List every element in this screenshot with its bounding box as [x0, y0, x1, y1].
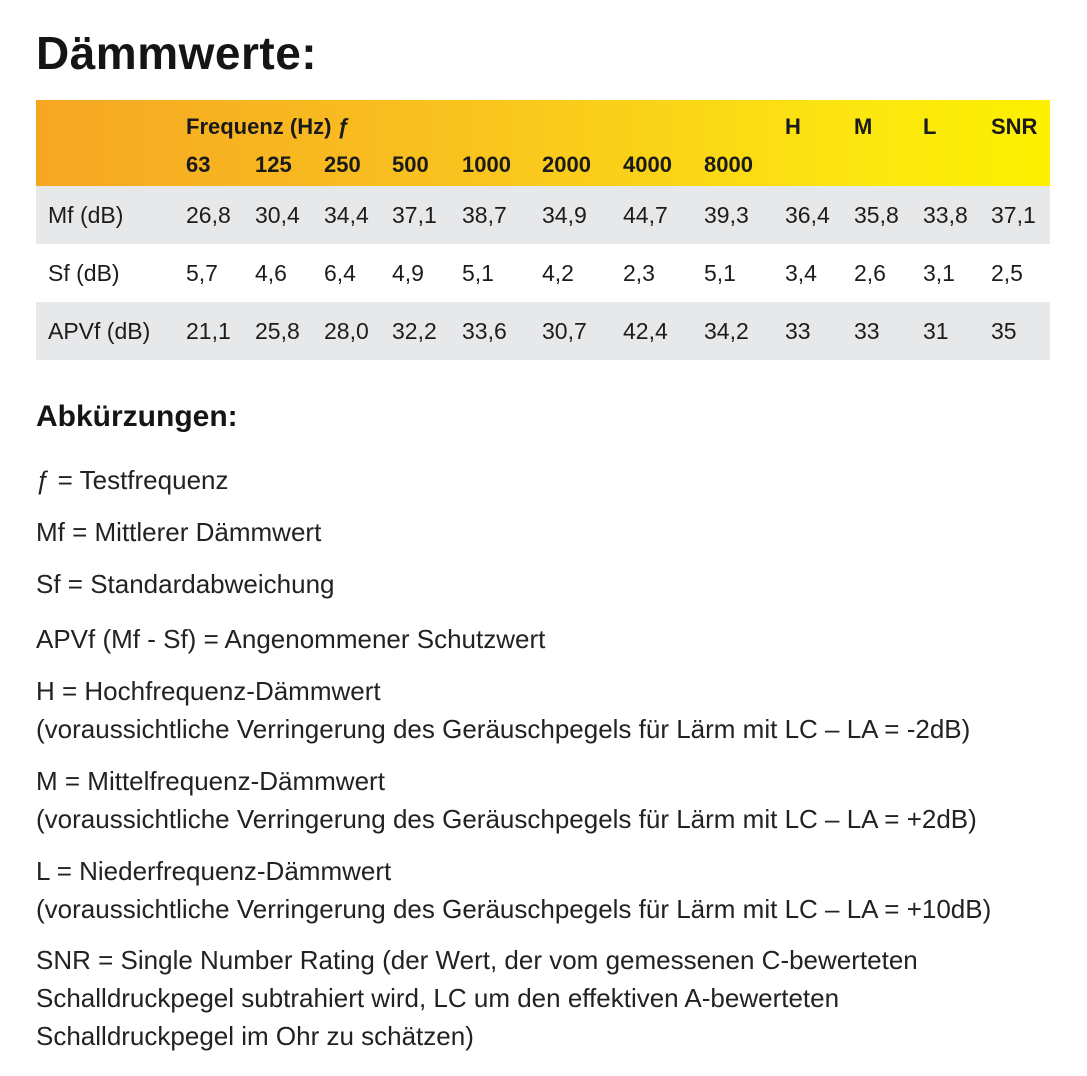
table-cell: 5,1 — [704, 260, 736, 286]
table-cell: 3,1 — [923, 260, 955, 286]
table-cell: 2,3 — [623, 260, 655, 286]
table-cell: 35 — [991, 318, 1017, 344]
table-cell: 36,4 — [785, 202, 830, 228]
page-title: Dämmwerte: — [36, 27, 318, 79]
table-cell: 44,7 — [623, 202, 668, 228]
table-row-mf — [36, 186, 1050, 244]
table-cell: 37,1 — [991, 202, 1036, 228]
table-cell: 32,2 — [392, 318, 437, 344]
abbreviation-line: M = Mittelfrequenz-Dämmwert — [36, 766, 385, 796]
abbreviation-snr — [36, 941, 918, 1055]
table-cell: 35,8 — [854, 202, 899, 228]
table-cell: 4,9 — [392, 260, 424, 286]
frequency-header-125: 125 — [255, 152, 292, 177]
abbreviation-line: (voraussichtliche Verringerung des Geräuschpegels für Lärm mit LC – LA = +2dB) — [36, 804, 977, 834]
abbreviation-line: Mf = Mittlerer Dämmwert — [36, 517, 322, 547]
abbreviation-apvf — [36, 620, 545, 658]
abbreviation-line: Sf = Standardabweichung — [36, 569, 335, 599]
table-cell: 21,1 — [186, 318, 231, 344]
table-cell: 4,2 — [542, 260, 574, 286]
table-cell: 3,4 — [785, 260, 817, 286]
table-cell: 42,4 — [623, 318, 668, 344]
table-row-sf — [36, 244, 1050, 302]
table-cell: 30,7 — [542, 318, 587, 344]
table-cell: 2,5 — [991, 260, 1023, 286]
abbreviation-sf — [36, 565, 335, 603]
abbreviation-l — [36, 852, 991, 928]
abbreviations-title: Abkürzungen: — [36, 400, 238, 433]
abbreviation-line: Schalldruckpegel im Ohr zu schätzen) — [36, 1021, 474, 1051]
frequency-header-63: 63 — [186, 152, 211, 177]
frequency-header-500: 500 — [392, 152, 429, 177]
table-cell: 34,2 — [704, 318, 749, 344]
table-cell: 2,6 — [854, 260, 886, 286]
abbreviation-line: Schalldruckpegel subtrahiert wird, LC um den effektiven A-bewerteten — [36, 983, 840, 1013]
frequency-header-250: 250 — [324, 152, 361, 177]
table-cell: 39,3 — [704, 202, 749, 228]
table-cell: 5,1 — [462, 260, 494, 286]
table-cell: 34,4 — [324, 202, 369, 228]
table-cell: 5,7 — [186, 260, 218, 286]
table-cell: 28,0 — [324, 318, 369, 344]
table-cell: 30,4 — [255, 202, 300, 228]
abbreviation-mf — [36, 513, 321, 551]
summary-header-snr: SNR — [991, 114, 1038, 139]
abbreviation-line: H = Hochfrequenz-Dämmwert — [36, 676, 381, 706]
table-cell: 6,4 — [324, 260, 356, 286]
abbreviation-line: (voraussichtliche Verringerung des Geräuschpegels für Lärm mit LC – LA = +10dB) — [36, 894, 992, 924]
table-header — [36, 100, 1050, 186]
table-cell: 33 — [785, 318, 811, 344]
table-cell: 34,9 — [542, 202, 587, 228]
table-cell: 33 — [854, 318, 880, 344]
table-row-apvf — [36, 302, 1050, 360]
frequency-header-4000: 4000 — [623, 152, 672, 177]
row-label: Mf (dB) — [48, 202, 124, 228]
table-cell: 25,8 — [255, 318, 300, 344]
abbreviation-line: SNR = Single Number Rating (der Wert, der vom gemessenen C-bewerteten — [36, 945, 918, 975]
frequency-header-1000: 1000 — [462, 152, 511, 177]
row-label: APVf (dB) — [48, 318, 151, 344]
table-cell: 33,6 — [462, 318, 507, 344]
frequency-header-8000: 8000 — [704, 152, 753, 177]
table-cell: 31 — [923, 318, 949, 344]
summary-header-m: M — [854, 114, 873, 139]
abbreviation-line: (voraussichtliche Verringerung des Geräuschpegels für Lärm mit LC – LA = -2dB) — [36, 714, 971, 744]
attenuation-table — [36, 100, 1050, 360]
table-cell: 37,1 — [392, 202, 437, 228]
abbreviation-h — [36, 672, 970, 748]
frequency-header-2000: 2000 — [542, 152, 591, 177]
table-cell: 4,6 — [255, 260, 287, 286]
table-cell: 26,8 — [186, 202, 231, 228]
frequency-header-label: Frequenz (Hz) ƒ — [186, 114, 350, 139]
summary-header-l: L — [923, 114, 937, 139]
table-cell: 38,7 — [462, 202, 507, 228]
abbreviation-line: APVf (Mf - Sf) = Angenommener Schutzwert — [36, 624, 546, 654]
abbreviation-line: L = Niederfrequenz-Dämmwert — [36, 856, 392, 886]
row-label: Sf (dB) — [48, 260, 120, 286]
abbreviation-f — [36, 461, 229, 499]
summary-header-h: H — [785, 114, 801, 139]
abbreviation-m — [36, 762, 977, 838]
table-cell: 33,8 — [923, 202, 968, 228]
abbreviation-line: ƒ = Testfrequenz — [36, 465, 229, 495]
